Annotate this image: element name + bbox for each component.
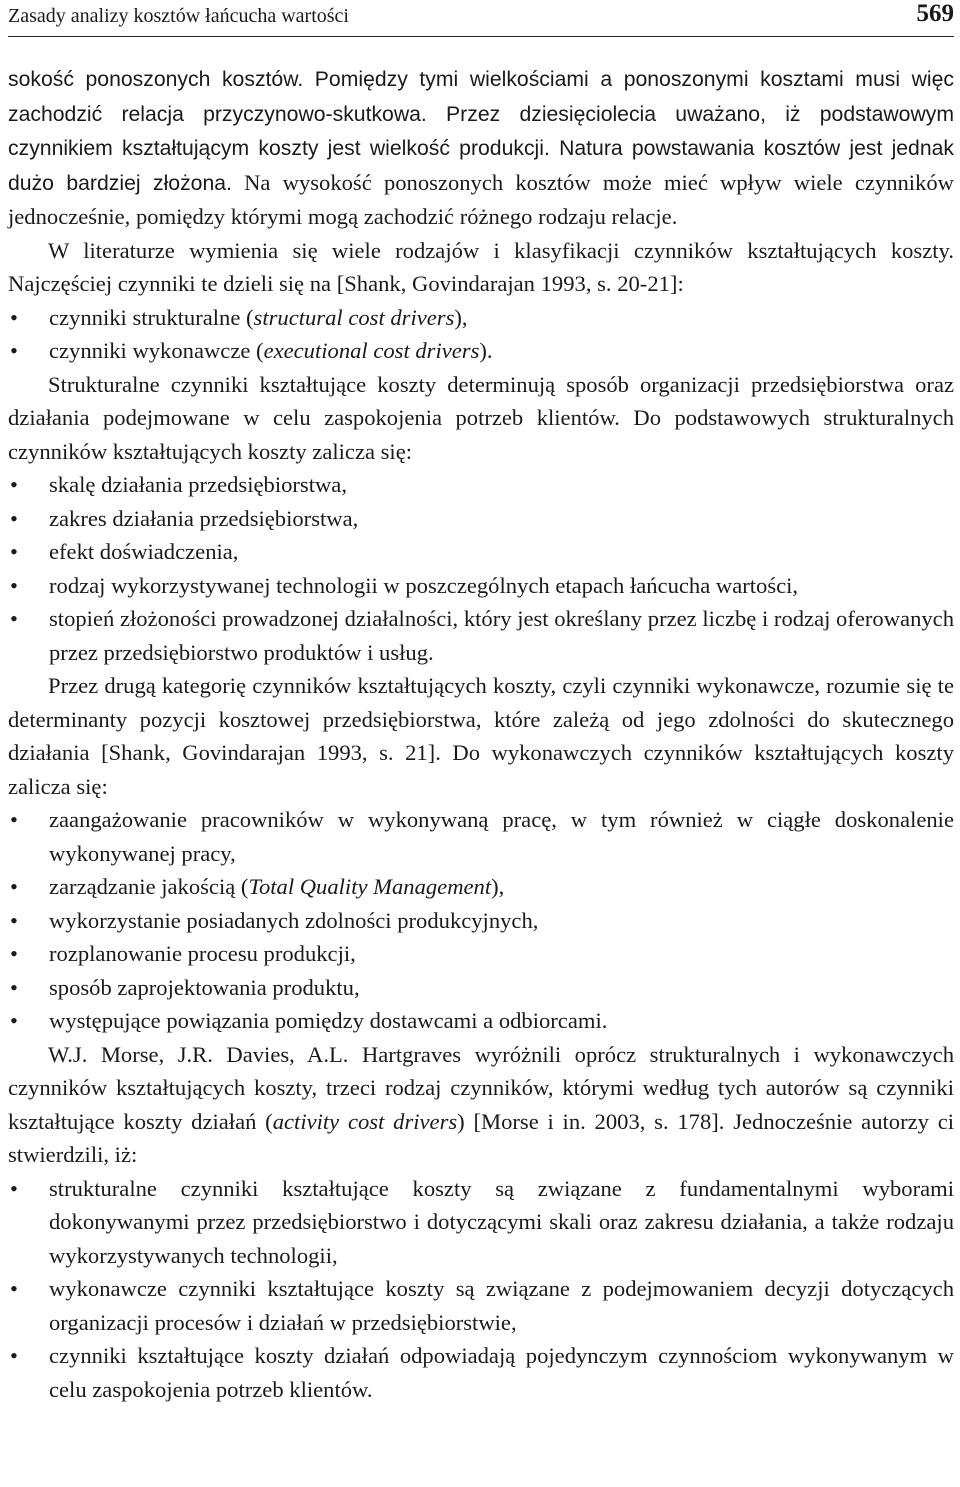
list-item-term: executional cost drivers — [263, 338, 480, 363]
list-item: • zaangażowanie pracowników w wykonywaną pracę, w tym również w ciągłe doskonalenie wykonywanej pracy, — [8, 803, 954, 870]
paragraph-1-serif: Na wysokość ponoszonych kosztów może mieć wpływ wiele czynników jednocześnie, pomiędzy którymi mogą zachodzić różnego rodzaju relacje. — [8, 169, 954, 229]
list-item: • rozplanowanie procesu produkcji, — [8, 937, 954, 971]
paragraph-5: W.J. Morse, J.R. Davies, A.L. Hartgraves wyróżnili oprócz strukturalnych i wykonawczych czynników kształtujących koszty, trzeci rodzaj czynników, którymi według tych autorów są czynniki kształtujące koszty działań (activity cost drivers) [Morse i in. 2003, s. 178]. Jednocześnie autorzy ci stwierdzili, iż: — [8, 1041, 955, 1167]
list-item: • rodzaj wykorzystywanej technologii w poszczególnych etapach łańcucha wartości, — [8, 569, 954, 603]
list-item: • zakres działania przedsiębiorstwa, — [8, 502, 954, 536]
list-item: • występujące powiązania pomiędzy dostawcami a odbiorcami. — [8, 1004, 954, 1038]
list-author-statements — [8, 1172, 954, 1407]
list-item: • zarządzanie jakością (Total Quality Management), — [8, 870, 954, 904]
list-item: • czynniki wykonawcze (executional cost drivers). — [8, 334, 954, 368]
list-item: • czynniki kształtujące koszty działań odpowiadają pojedynczym czynnościom wykonywanym w celu zaspokojenia potrzeb klientów. — [8, 1339, 954, 1406]
list-item: • strukturalne czynniki kształtujące koszty są związane z fundamentalnymi wyborami dokonywanymi przez przedsiębiorstwo i dotyczącymi skali oraz zakresu działania, a także rodzaju wykorzystywanych technologii, — [8, 1172, 954, 1273]
list-item-term: structural cost drivers — [253, 304, 455, 330]
list-item: • wykonawcze czynniki kształtujące koszty są związane z podejmowaniem decyzji dotyczących organizacji procesów i działań w przedsiębiorstwie, — [8, 1272, 954, 1339]
running-title: Zasady analizy kosztów łańcucha wartości — [8, 5, 349, 27]
document-page — [8, 0, 954, 1487]
running-header — [8, 0, 954, 37]
list-item: • skalę działania przedsiębiorstwa, — [8, 468, 954, 502]
list-item-term: Total Quality Management — [248, 874, 492, 899]
list-item: • wykorzystanie posiadanych zdolności produkcyjnych, — [8, 904, 954, 938]
paragraph-4: Przez drugą kategorię czynników kształtujących koszty, czyli czynniki wykonawcze, rozumie się te determinanty pozycji kosztowej przedsiębiorstwa, które zależą od jego zdolności do skutecznego działania [Shank, Govindarajan 1993, s. 21]. Do wykonawczych czynników kształtujących koszty zalicza się: — [8, 673, 954, 799]
paragraph-2: W literaturze wymienia się wiele rodzajów i klasyfikacji czynników kształtujących koszty. Najczęściej czynniki te dzieli się na [Shank, Govindarajan 1993, s. 20-21]: — [8, 237, 954, 296]
list-item: • efekt doświadczenia, — [8, 535, 954, 569]
list-executional-drivers — [8, 803, 954, 1038]
paragraph-1-sans: sokość ponoszonych kosztów. Pomiędzy tymi wielkościami a ponoszonymi kosztami musi więc zachodzić relacja przyczynowo-skutkowa. Przez dziesięciolecia uważano, iż podstawowym czynnikiem kształtującym koszty jest wielkość produkcji. Natura powstawania kosztów jest jednak dużo bardziej złożona. — [8, 68, 954, 195]
list-cost-driver-types — [8, 301, 954, 368]
page-number: 569 — [916, 0, 954, 27]
body-text — [8, 62, 954, 1406]
list-structural-drivers — [8, 468, 954, 669]
list-item: • sposób zaprojektowania produktu, — [8, 971, 954, 1005]
list-item: • stopień złożoności prowadzonej działalności, który jest określany przez liczbę i rodzaj oferowanych przez przedsiębiorstwo produktów i usług. — [8, 602, 954, 669]
paragraph-3: Strukturalne czynniki kształtujące koszty determinują sposób organizacji przedsiębiorstwa oraz działania podejmowane w celu zaspokojenia potrzeb klientów. Do podstawowych strukturalnych czynników kształtujących koszty zalicza się: — [8, 371, 954, 464]
list-item: • czynniki strukturalne (structural cost drivers), — [8, 301, 954, 335]
paragraph-5-term: activity cost drivers — [272, 1108, 458, 1134]
paragraph-1 — [8, 62, 954, 234]
